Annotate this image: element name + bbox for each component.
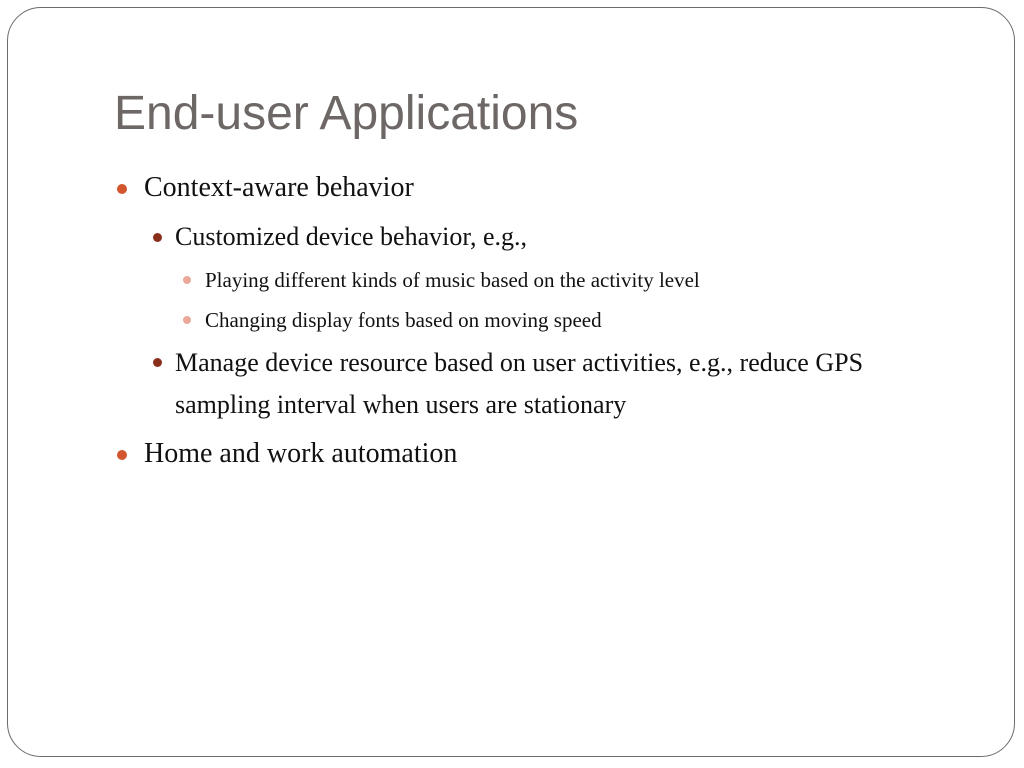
bullet-context-aware bbox=[144, 171, 414, 205]
slide-title: End-user Applications bbox=[114, 87, 579, 140]
bullet-dot-icon bbox=[153, 358, 162, 367]
bullet-text: Customized device behavior, e.g., bbox=[175, 222, 528, 251]
bullet-customized-device bbox=[175, 221, 527, 253]
bullet-changing-fonts bbox=[205, 307, 602, 333]
bullet-text: Context-aware behavior bbox=[144, 172, 414, 203]
bullet-text: Playing different kinds of music based on the activity level bbox=[205, 268, 700, 292]
bullet-text: Changing display fonts based on moving speed bbox=[205, 308, 602, 332]
bullet-dot-icon bbox=[117, 184, 127, 194]
bullet-dot-icon bbox=[183, 316, 191, 324]
bullet-dot-icon bbox=[117, 450, 127, 460]
bullet-dot-icon bbox=[183, 276, 191, 284]
bullet-playing-music bbox=[205, 267, 700, 293]
bullet-dot-icon bbox=[153, 233, 162, 242]
bullet-text: Home and work automation bbox=[144, 438, 458, 469]
bullet-manage-resource bbox=[175, 342, 935, 426]
bullet-home-work bbox=[144, 437, 457, 471]
bullet-text: Manage device resource based on user activities, e.g., reduce GPS sampling interval when users are stationary bbox=[175, 348, 864, 419]
